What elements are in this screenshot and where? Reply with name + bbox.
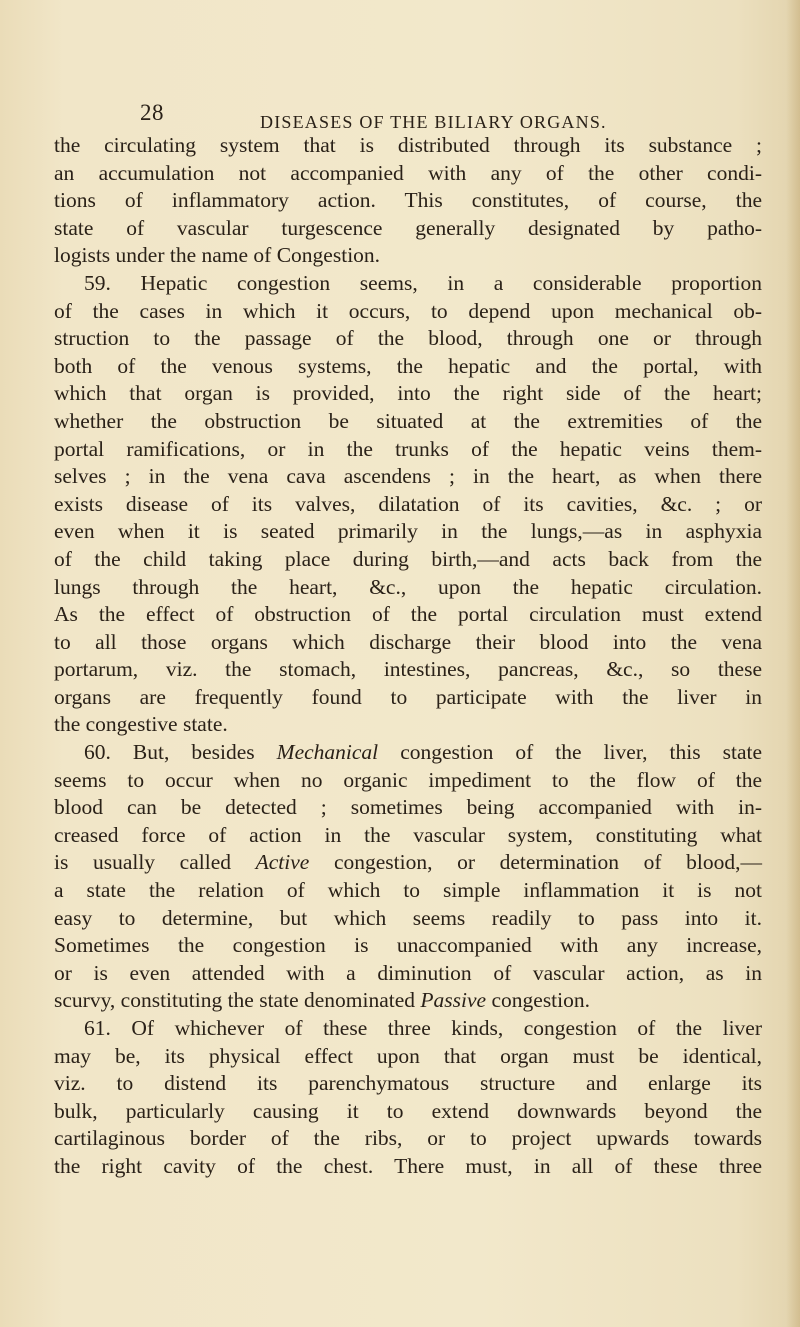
text-line-continuation: congestion of the liver, this state xyxy=(378,740,762,765)
text-line-content: struction to the passage of the blood, through one or through xyxy=(54,326,762,351)
text-line-content: 60. But, besides xyxy=(84,740,277,765)
text-line-content: or is even attended with a diminution of vascular action, as in xyxy=(54,960,762,985)
text-line xyxy=(54,822,762,850)
text-line-content: the congestive state. xyxy=(54,712,228,737)
text-line-content: viz. to distend its parenchymatous structure and enlarge its xyxy=(54,1071,762,1096)
text-line-continuation: congestion. xyxy=(486,988,591,1013)
text-line-content: is usually called xyxy=(54,850,256,875)
text-line-content: both of the venous systems, the hepatic and the portal, with xyxy=(54,353,762,378)
text-line xyxy=(54,215,762,243)
text-line xyxy=(54,298,762,326)
text-line xyxy=(54,574,762,602)
text-line xyxy=(54,1043,762,1071)
text-line-content: the circulating system that is distributed through its substance ; xyxy=(54,133,762,157)
text-line xyxy=(54,1015,762,1043)
text-line-content: blood can be detected ; sometimes being accompanied with in- xyxy=(54,795,762,820)
text-line-content: organs are frequently found to participate with the liver in xyxy=(54,684,762,709)
text-line xyxy=(54,242,762,270)
text-line xyxy=(54,187,762,215)
text-line xyxy=(54,546,762,574)
text-line xyxy=(54,684,762,712)
text-line xyxy=(54,960,762,988)
text-line xyxy=(54,380,762,408)
text-line xyxy=(54,1125,762,1153)
text-line-content: lungs through the heart, &c., upon the hepatic circulation. xyxy=(54,574,762,599)
text-line xyxy=(54,160,762,188)
text-line xyxy=(54,353,762,381)
text-line xyxy=(54,1153,762,1181)
page-number: 28 xyxy=(140,100,164,125)
text-line-content: cartilaginous border of the ribs, or to project upwards towards xyxy=(54,1126,762,1151)
text-line-content: logists under the name of Congestion. xyxy=(54,243,381,268)
text-line-content: to all those organs which discharge their blood into the vena xyxy=(54,629,762,654)
text-line xyxy=(54,1098,762,1126)
text-line xyxy=(54,408,762,436)
running-head: DISEASES OF THE BILIARY ORGANS. xyxy=(260,112,607,132)
text-line-content: tions of inflammatory action. This constitutes, of course, the xyxy=(54,188,762,213)
text-line xyxy=(54,794,762,822)
text-line-content: Sometimes the congestion is unaccompanied with any increase, xyxy=(54,933,762,958)
text-line-content: the right cavity of the chest. There must, in all of these three xyxy=(54,1153,762,1178)
text-line-content: creased force of action in the vascular system, constituting what xyxy=(54,822,762,847)
text-line xyxy=(54,1070,762,1098)
text-line-content: portarum, viz. the stomach, intestines, pancreas, &c., so these xyxy=(54,657,762,682)
text-line xyxy=(54,849,762,877)
body-text xyxy=(54,132,762,1181)
text-line-content: 61. Of whichever of these three kinds, congestion of the liver xyxy=(84,1016,762,1040)
text-line-content: portal ramifications, or in the trunks of the hepatic veins them- xyxy=(54,436,762,461)
text-line-content: even when it is seated primarily in the lungs,—as in asphyxia xyxy=(54,519,762,544)
italic-term: Active xyxy=(255,850,310,875)
text-line-content: a state the relation of which to simple inflammation it is not xyxy=(54,878,762,903)
text-line-content: selves ; in the vena cava ascendens ; in the heart, as when there xyxy=(54,464,762,489)
page-edge-shadow xyxy=(786,0,800,1327)
text-line-content: which that organ is provided, into the right side of the heart; xyxy=(54,381,762,406)
text-line-content: 59. Hepatic congestion seems, in a considerable proportion xyxy=(84,270,762,295)
text-line xyxy=(54,739,762,767)
text-line xyxy=(54,463,762,491)
text-line-content: seems to occur when no organic impediment to the flow of the xyxy=(54,767,762,792)
text-line-content: of the cases in which it occurs, to depend upon mechanical ob- xyxy=(54,298,762,323)
text-line xyxy=(54,711,762,739)
text-line-content: of the child taking place during birth,—and acts back from the xyxy=(54,546,762,571)
text-line-content: scurvy, constituting the state denominated xyxy=(54,988,421,1013)
page-header xyxy=(140,100,780,132)
text-line xyxy=(54,767,762,795)
text-line-content: state of vascular turgescence generally designated by patho- xyxy=(54,215,762,240)
text-line xyxy=(54,491,762,519)
text-line xyxy=(54,436,762,464)
text-line-content: an accumulation not accompanied with any of the other condi- xyxy=(54,160,762,185)
italic-term: Mechanical xyxy=(276,740,379,765)
text-line xyxy=(54,629,762,657)
text-line xyxy=(54,905,762,933)
text-line xyxy=(54,518,762,546)
text-line-content: bulk, particularly causing it to extend downwards beyond the xyxy=(54,1098,762,1123)
text-line xyxy=(54,877,762,905)
italic-term: Passive xyxy=(420,988,487,1013)
text-line xyxy=(54,601,762,629)
text-line-content: As the effect of obstruction of the portal circulation must extend xyxy=(54,602,762,627)
text-line xyxy=(54,270,762,298)
text-line xyxy=(54,656,762,684)
text-line xyxy=(54,932,762,960)
text-line-content: easy to determine, but which seems readily to pass into it. xyxy=(54,905,762,930)
text-line-content: exists disease of its valves, dilatation of its cavities, &c. ; or xyxy=(54,491,762,516)
text-line xyxy=(54,987,762,1015)
text-line xyxy=(54,325,762,353)
text-line-content: may be, its physical effect upon that organ must be identical, xyxy=(54,1043,762,1068)
text-line-content: whether the obstruction be situated at the extremities of the xyxy=(54,408,762,433)
text-line xyxy=(54,132,762,160)
text-line-continuation: congestion, or determination of blood,— xyxy=(309,850,762,875)
